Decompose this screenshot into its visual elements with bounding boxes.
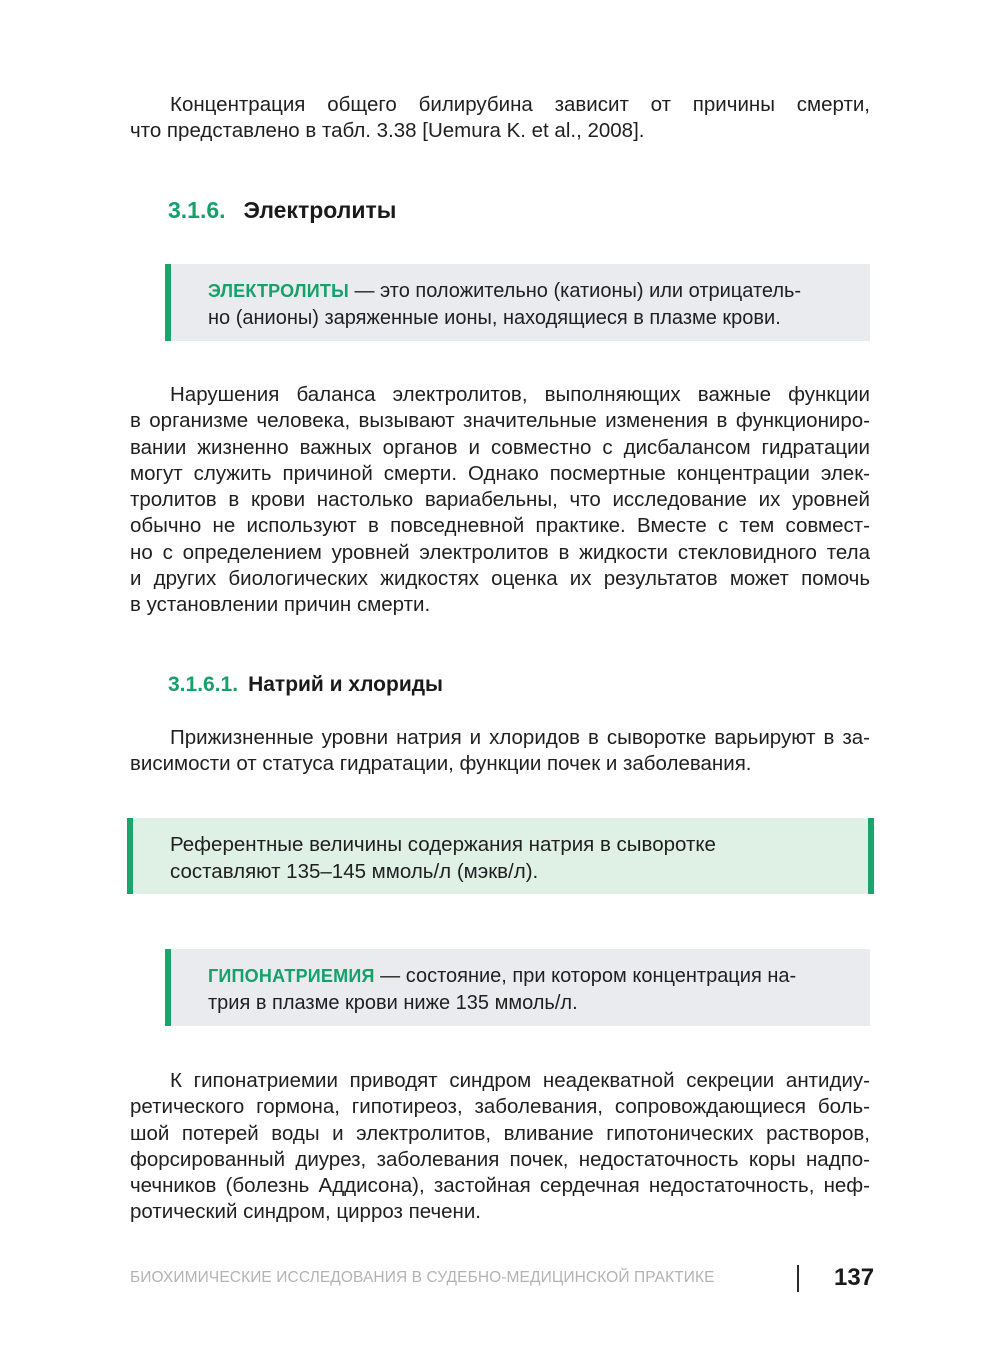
definition-text: — это положительно (катионы) или отрицатель- (348, 280, 802, 302)
paragraph-line: К гипонатриемии приводят синдром неадекватной секреции антидиу- (170, 1069, 870, 1092)
section-title: Электролиты (243, 197, 397, 223)
paragraph-line: но с определением уровней электролитов в жидкости стекловидного тела (130, 540, 870, 564)
balance-paragraph (130, 382, 870, 619)
reference-line-2: составляют 135–145 ммоль/л (мэкв/л). (170, 860, 539, 883)
definition-term: ГИПОНАТРИЕМИЯ (208, 966, 375, 986)
paragraph-line: обычно не используют в повседневной практике. Вместе с тем совмест- (130, 514, 870, 538)
definition-line-2: но (анионы) заряженные ионы, находящиеся в плазме крови. (208, 307, 781, 329)
intro-line-2: что представлено в табл. 3.38 [Uemura K. et al., 2008]. (130, 119, 645, 143)
section-number: 3.1.6. (168, 197, 226, 223)
sodium-paragraph (130, 725, 870, 778)
subsection-heading (168, 673, 443, 697)
paragraph-line: форсированный диурез, заболевания почек, недостаточность коры надпо- (130, 1147, 870, 1171)
causes-paragraph (130, 1068, 870, 1226)
definition-text: — состояние, при котором концентрация на- (374, 965, 797, 987)
definition-box-electrolytes (165, 264, 870, 341)
intro-paragraph (130, 92, 870, 145)
footer-book-title: БИОХИМИЧЕСКИЕ ИССЛЕДОВАНИЯ В СУДЕБНО-МЕДИЦИНСКОЙ ПРАКТИКЕ (130, 1269, 715, 1286)
reference-box (127, 818, 874, 894)
paragraph-line: Прижизненные уровни натрия и хлоридов в сыворотке варьируют в за- (170, 726, 870, 749)
paragraph-line: и других биологических жидкостях оценка их результатов может помочь (130, 567, 870, 591)
paragraph-line: чечников (болезнь Аддисона), застойная сердечная недостаточность, неф- (130, 1174, 870, 1198)
paragraph-line: ретического гормона, гипотиреоз, заболевания, сопровождающиеся боль- (130, 1095, 870, 1119)
paragraph-line: висимости от статуса гидратации, функции почек и заболевания. (130, 752, 752, 776)
intro-line-1: Концентрация общего билирубина зависит от причины смерти, (170, 93, 870, 116)
definition-term: ЭЛЕКТРОЛИТЫ (208, 281, 349, 301)
paragraph-line: вании жизненно важных органов и совместно с дисбалансом гидратации (130, 435, 870, 459)
paragraph-line: шой потерей воды и электролитов, вливание гипотонических растворов, (130, 1121, 870, 1145)
paragraph-line: Нарушения баланса электролитов, выполняющих важные функции (170, 383, 870, 406)
definition-line-1 (208, 278, 830, 305)
page-number: 137 (834, 1264, 875, 1291)
paragraph-line: тролитов в крови настолько вариабельны, что исследование их уровней (130, 488, 870, 512)
paragraph-line: в организме человека, вызывают значительные изменения в функциониро- (130, 409, 870, 433)
subsection-title: Натрий и хлориды (248, 673, 443, 696)
section-heading (168, 197, 396, 224)
paragraph-line: могут служить причиной смерти. Однако посмертные концентрации элек- (130, 461, 870, 485)
definition-box-hyponatremia (165, 949, 870, 1026)
definition-line-1 (208, 963, 830, 990)
paragraph-line: ротический синдром, цирроз печени. (130, 1200, 481, 1224)
footer-divider (797, 1265, 799, 1292)
subsection-number: 3.1.6.1. (168, 673, 239, 696)
definition-line-2: трия в плазме крови ниже 135 ммоль/л. (208, 992, 578, 1014)
reference-line-1: Референтные величины содержания натрия в сыворотке (170, 833, 716, 856)
paragraph-line: в установлении причин смерти. (130, 593, 431, 617)
